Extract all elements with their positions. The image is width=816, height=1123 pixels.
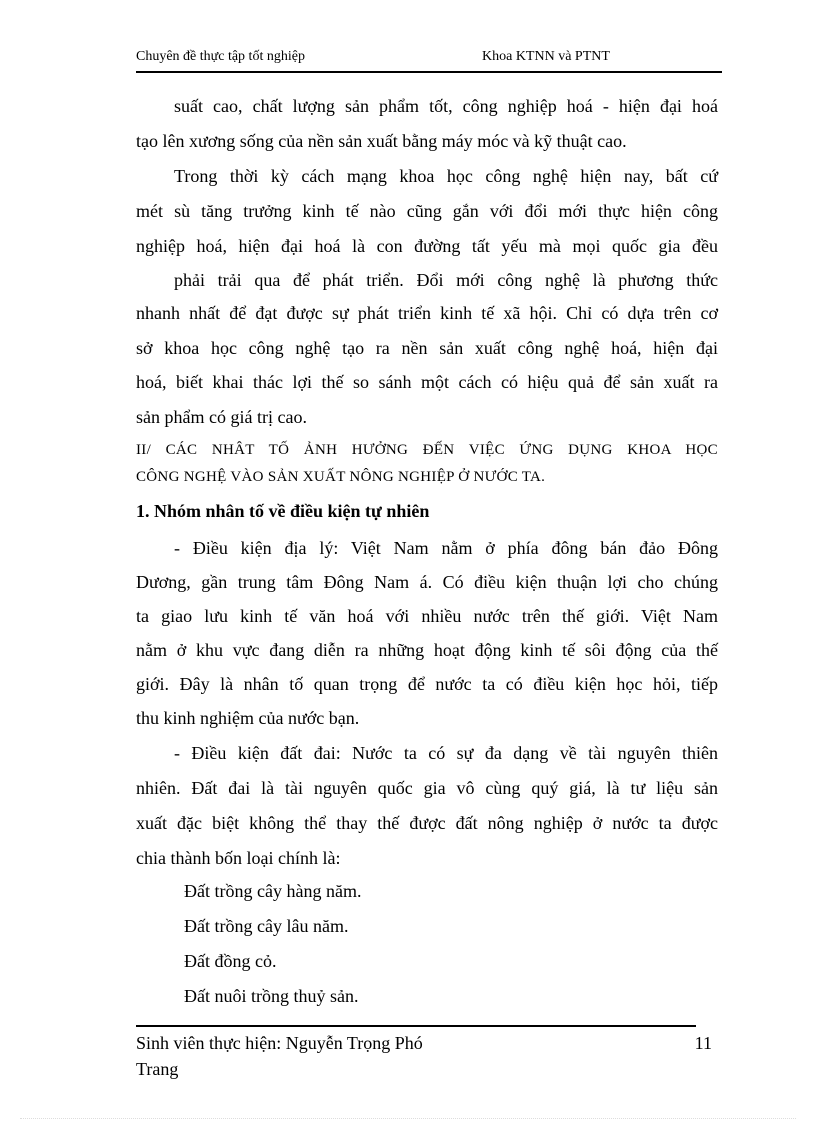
paragraph-line: nghiệp hoá, hiện đại hoá là con đường tất yếu mà mọi quốc gia đều <box>136 236 718 256</box>
paragraph-line: tạo lên xương sống của nền sản xuất bằng máy móc và kỹ thuật cao. <box>136 131 627 151</box>
paragraph-line: - Điều kiện đất đai: Nước ta có sự đa dạng về tài nguyên thiên <box>174 743 718 763</box>
footer-author-line: Trang <box>136 1059 179 1079</box>
paragraph-line: giới. Đây là nhân tố quan trọng để nước ta có điều kiện học hỏi, tiếp <box>136 674 718 694</box>
list-item: Đất nuôi trồng thuỷ sản. <box>184 986 359 1006</box>
list-item: Đất đồng cỏ. <box>184 951 277 971</box>
footer-author-line: Sinh viên thực hiện: Nguyễn Trọng Phó <box>136 1033 423 1053</box>
paragraph-line: Dương, gần trung tâm Đông Nam á. Có điều kiện thuận lợi cho chúng <box>136 572 718 592</box>
paragraph-line: Trong thời kỳ cách mạng khoa học công nghệ hiện nay, bất cứ <box>174 166 718 186</box>
paragraph-line: nằm ở khu vực đang diễn ra những hoạt động kinh tế sôi động của thế <box>136 640 718 660</box>
paragraph-line: xuất đặc biệt không thể thay thế được đất nông nghiệp ở nước ta được <box>136 813 718 833</box>
page-header <box>136 49 722 73</box>
list-item: Đất trồng cây hàng năm. <box>184 881 362 901</box>
header-right-text: Khoa KTNN và PTNT <box>482 49 610 64</box>
paragraph-line: sản phẩm có giá trị cao. <box>136 407 307 427</box>
page-bottom-divider <box>20 1118 796 1119</box>
paragraph-line: ta giao lưu kinh tế văn hoá với nhiều nước trên thế giới. Việt Nam <box>136 606 718 626</box>
paragraph-line: hoá, biết khai thác lợi thế so sánh một cách có hiệu quả để sản xuất ra <box>136 372 718 392</box>
subsection-heading: 1. Nhóm nhân tố về điều kiện tự nhiên <box>136 501 430 521</box>
paragraph-line: phải trải qua để phát triển. Đổi mới công nghệ là phương thức <box>174 270 718 290</box>
paragraph-line: nhiên. Đất đai là tài nguyên quốc gia vô cùng quý giá, là tư liệu sản <box>136 778 718 798</box>
header-left-text: Chuyên đề thực tập tốt nghiệp <box>136 49 305 64</box>
footer-rule <box>136 1025 696 1027</box>
paragraph-line: chia thành bốn loại chính là: <box>136 848 341 868</box>
paragraph-line: - Điều kiện địa lý: Việt Nam nằm ở phía đông bán đảo Đông <box>174 538 718 558</box>
section-heading: CÔNG NGHỆ VÀO SẢN XUẤT NÔNG NGHIỆP Ở NƯỚC TA. <box>136 469 546 485</box>
list-item: Đất trồng cây lâu năm. <box>184 916 349 936</box>
paragraph-line: nhanh nhất để đạt được sự phát triển kinh tế xã hội. Chỉ có dựa trên cơ <box>136 303 718 323</box>
page-number: 11 <box>694 1033 712 1053</box>
paragraph-line: mét sù tăng trưởng kinh tế nào cũng gắn với đổi mới thực hiện công <box>136 201 718 221</box>
section-heading: II/ CÁC NHÂT TỐ ẢNH HƯỞNG ĐẾN VIỆC ỨNG DỤNG KHOA HỌC <box>136 442 718 458</box>
paragraph-line: sở khoa học công nghệ tạo ra nền sản xuất công nghệ hoá, hiện đại <box>136 338 718 358</box>
footer-author <box>136 1030 496 1082</box>
paragraph-line: thu kinh nghiệm của nước bạn. <box>136 708 360 728</box>
paragraph-line: suất cao, chất lượng sản phẩm tốt, công nghiệp hoá - hiện đại hoá <box>174 96 718 116</box>
